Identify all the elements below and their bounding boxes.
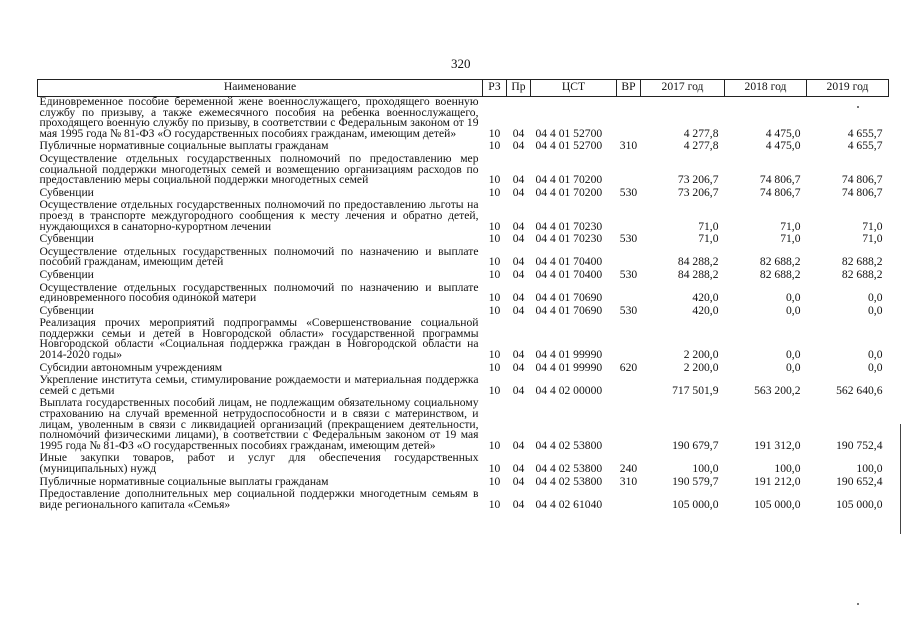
header-name: Наименование — [38, 80, 483, 97]
cell-cst: 04 4 02 53800 — [535, 462, 603, 475]
cell-rz: 10 — [488, 462, 501, 475]
page-number: 320 — [451, 56, 471, 71]
cell-y2019: 105 000,0 — [836, 497, 883, 511]
cell-pr: 04 — [512, 139, 525, 153]
budget-table — [37, 79, 889, 510]
cell-name: Выплата государственных пособий лицам, не подлежащим обязательному социальному страхованию на случай временной нетрудоспособности и в связи с материнством, и лицам, уволенным в связи с ликвидацией организаций (прекращением деятельности, полномочий физическими лицами), в соответствии с Федеральным законом от 19 мая 1995 года № 81-ФЗ «О государственных пособиях гражданам, имеющим детей» — [39, 396, 479, 452]
cell-vr: 310 — [619, 139, 638, 153]
cell-rz: 10 — [488, 348, 501, 362]
cell-y2017: 84 288,2 — [677, 255, 719, 269]
table-row — [38, 268, 889, 281]
cell-vr — [617, 373, 641, 396]
cell-y2017: 717 501,9 — [672, 383, 719, 397]
cell-y2017: 420,0 — [692, 303, 719, 317]
cell-cst: 04 4 02 00000 — [535, 383, 603, 397]
cell-cst: 04 4 01 70690 — [535, 303, 603, 317]
cell-vr: 240 — [619, 462, 638, 475]
cell-vr: 530 — [619, 232, 638, 246]
cell-y2019: 4 655,7 — [847, 126, 883, 140]
cell-y2018: 105 000,0 — [754, 497, 801, 511]
cell-y2019: 190 752,4 — [836, 438, 883, 452]
cell-pr: 04 — [512, 255, 525, 269]
cell-name: Предоставление дополнительных мер социальной поддержки многодетным семьям в виде регионального капитала «Семья» — [39, 487, 479, 511]
table-row — [38, 139, 889, 152]
table-header-row — [38, 80, 889, 97]
cell-y2019: 562 640,6 — [836, 383, 883, 397]
cell-y2018: 74 806,7 — [759, 173, 801, 187]
cell-y2017: 105 000,0 — [672, 497, 719, 511]
cell-pr: 04 — [512, 348, 525, 362]
cell-y2018: 4 475,0 — [765, 139, 801, 153]
cell-y2019: 82 688,2 — [841, 267, 883, 281]
table-row — [38, 373, 889, 396]
table-row — [38, 304, 889, 317]
cell-pr: 04 — [512, 126, 525, 140]
cell-name: Реализация прочих мероприятий подпрограммы «Совершенствование социальной поддержки семьи и детей в Новгородской области» государственной программы Новгородской области «Социальная поддержка граждан в Новгородской области на 2014-2020 годы» — [39, 316, 479, 362]
cell-y2017: 73 206,7 — [677, 185, 719, 199]
cell-cst: 04 4 01 70400 — [535, 267, 603, 281]
cell-rz: 10 — [488, 303, 501, 317]
cell-y2018: 0,0 — [786, 348, 801, 362]
cell-name: Укрепление института семьи, стимулирование рождаемости и материальная поддержка семей с детьми — [39, 373, 479, 397]
cell-y2017: 2 200,0 — [683, 360, 719, 374]
cell-y2019: 74 806,7 — [841, 185, 883, 199]
cell-cst: 04 4 02 53800 — [535, 474, 603, 488]
cell-rz: 10 — [488, 497, 501, 511]
cell-vr: 530 — [619, 185, 638, 199]
cell-rz: 10 — [488, 232, 501, 246]
cell-cst: 04 4 01 52700 — [535, 139, 603, 153]
cell-cst: 04 4 01 70200 — [535, 185, 603, 199]
cell-name: Осуществление отдельных государственных полномочий по назначению и выплате единовременного пособия одинокой матери — [39, 280, 479, 305]
table-row — [38, 245, 889, 268]
cell-y2017: 190 679,7 — [672, 438, 719, 452]
table-row — [38, 316, 889, 360]
cell-y2017: 4 277,8 — [683, 126, 719, 140]
cell-y2018: 191 212,0 — [754, 474, 801, 488]
cell-pr: 04 — [512, 232, 525, 246]
cell-name: Публичные нормативные социальные выплаты гражданам — [39, 474, 329, 488]
cell-pr: 04 — [512, 383, 525, 397]
cell-pr: 04 — [512, 173, 525, 187]
cell-name: Субсидии автономным учреждениям — [39, 360, 223, 374]
cell-y2017: 73 206,7 — [677, 173, 719, 187]
cell-pr: 04 — [512, 360, 525, 374]
cell-vr: 620 — [619, 360, 638, 374]
cell-y2019: 0,0 — [868, 348, 883, 362]
cell-y2017: 84 288,2 — [677, 267, 719, 281]
cell-pr: 04 — [512, 267, 525, 281]
cell-cst: 04 4 01 70230 — [535, 232, 603, 246]
cell-pr: 04 — [512, 185, 525, 199]
cell-name: Единовременное пособие беременной жене военнослужащего, проходящего военную службу по призыву, а также ежемесячного пособия на ребенка военнослужащего, проходящего военную службу по призыву, в соответствии с Федеральным законом от 19 мая 1995 года № 81-ФЗ «О государственных пособиях гражданам, имеющим детей» — [39, 95, 479, 140]
cell-rz: 10 — [488, 438, 501, 452]
table-row — [38, 451, 889, 474]
table-row — [38, 97, 889, 140]
cell-vr: 530 — [619, 267, 638, 281]
cell-name: Осуществление отдельных государственных полномочий по предоставлению мер социальной поддержки многодетных семей и возмещению организациям расходов по предоставлению меры социальной поддержки многодетных семей — [39, 151, 479, 187]
header-2019: 2019 год — [807, 80, 889, 97]
cell-vr — [617, 281, 641, 304]
cell-vr — [617, 487, 641, 510]
cell-y2017: 2 200,0 — [683, 348, 719, 362]
cell-rz: 10 — [488, 360, 501, 374]
cell-y2019: 4 655,7 — [847, 139, 883, 153]
cell-y2019: 0,0 — [868, 360, 883, 374]
cell-rz: 10 — [488, 219, 501, 233]
cell-y2018: 82 688,2 — [759, 255, 801, 269]
cell-pr: 04 — [512, 497, 525, 511]
cell-rz: 10 — [488, 185, 501, 199]
cell-pr: 04 — [512, 438, 525, 452]
header-pr: Пр — [507, 80, 531, 97]
cell-name: Субвенции — [39, 185, 94, 199]
cell-y2019: 82 688,2 — [841, 255, 883, 269]
table-row — [38, 396, 889, 451]
cell-y2019: 100,0 — [856, 462, 883, 475]
scan-speck — [857, 603, 859, 605]
cell-y2018: 0,0 — [786, 360, 801, 374]
cell-name: Иные закупки товаров, работ и услуг для обеспечения государственных (муниципальных) нужд — [39, 451, 479, 475]
cell-y2017: 190 579,7 — [672, 474, 719, 488]
cell-y2018: 563 200,2 — [754, 383, 801, 397]
cell-y2017: 100,0 — [692, 462, 719, 475]
cell-vr — [617, 396, 641, 451]
cell-vr — [617, 198, 641, 232]
cell-y2019: 0,0 — [868, 303, 883, 317]
header-vr: ВР — [617, 80, 641, 97]
cell-y2017: 420,0 — [692, 291, 719, 305]
cell-y2019: 190 652,4 — [836, 474, 883, 488]
cell-pr: 04 — [512, 291, 525, 305]
cell-cst: 04 4 02 53800 — [535, 438, 603, 452]
table-row — [38, 232, 889, 245]
header-2018: 2018 год — [725, 80, 807, 97]
cell-name: Субвенции — [39, 232, 94, 246]
cell-cst: 04 4 01 70400 — [535, 255, 603, 269]
cell-rz: 10 — [488, 291, 501, 305]
header-rz: РЗ — [483, 80, 507, 97]
cell-name: Осуществление отдельных государственных полномочий по предоставлению льготы на проезд в транспорте междугородного сообщения к месту лечения и обратно детей, нуждающихся в санаторно-курортном лечении — [39, 198, 479, 233]
cell-name: Субвенции — [39, 267, 94, 281]
cell-cst: 04 4 02 61040 — [535, 497, 603, 511]
cell-y2018: 82 688,2 — [759, 267, 801, 281]
cell-name: Публичные нормативные социальные выплаты гражданам — [39, 139, 329, 153]
table-row — [38, 186, 889, 199]
cell-rz: 10 — [488, 255, 501, 269]
cell-pr: 04 — [512, 303, 525, 317]
cell-vr — [617, 245, 641, 268]
cell-name: Осуществление отдельных государственных полномочий по назначению и выплате пособий гражданам, имеющим детей — [39, 244, 479, 269]
cell-vr — [617, 97, 641, 140]
table-row — [38, 198, 889, 232]
cell-cst: 04 4 01 70230 — [535, 219, 603, 233]
cell-rz: 10 — [488, 267, 501, 281]
cell-y2019: 0,0 — [868, 291, 883, 305]
cell-y2019: 71,0 — [862, 232, 883, 246]
cell-y2018: 74 806,7 — [759, 185, 801, 199]
cell-rz: 10 — [488, 126, 501, 140]
cell-vr — [617, 152, 641, 186]
cell-y2018: 71,0 — [780, 232, 801, 246]
cell-rz: 10 — [488, 173, 501, 187]
table-row — [38, 361, 889, 374]
cell-y2018: 0,0 — [786, 303, 801, 317]
cell-y2019: 74 806,7 — [841, 173, 883, 187]
cell-pr: 04 — [512, 219, 525, 233]
cell-rz: 10 — [488, 383, 501, 397]
table-row — [38, 281, 889, 304]
cell-cst: 04 4 01 99990 — [535, 348, 603, 362]
cell-vr: 530 — [619, 303, 638, 317]
cell-y2019: 71,0 — [862, 219, 883, 233]
cell-y2018: 0,0 — [786, 291, 801, 305]
scan-speck — [857, 106, 859, 108]
cell-vr: 310 — [619, 474, 638, 488]
cell-y2017: 71,0 — [698, 219, 719, 233]
cell-rz: 10 — [488, 474, 501, 488]
cell-y2017: 4 277,8 — [683, 139, 719, 153]
table-row — [38, 475, 889, 488]
cell-cst: 04 4 01 70690 — [535, 291, 603, 305]
cell-vr — [617, 316, 641, 360]
table-row — [38, 152, 889, 186]
cell-rz: 10 — [488, 139, 501, 153]
cell-y2018: 71,0 — [780, 219, 801, 233]
right-margin-rule — [900, 424, 901, 534]
cell-cst: 04 4 01 99990 — [535, 360, 603, 374]
cell-y2017: 71,0 — [698, 232, 719, 246]
cell-name: Субвенции — [39, 303, 94, 317]
cell-y2018: 191 312,0 — [754, 438, 801, 452]
cell-cst: 04 4 01 52700 — [535, 126, 603, 140]
cell-pr: 04 — [512, 474, 525, 488]
cell-y2018: 100,0 — [774, 462, 801, 475]
cell-cst: 04 4 01 70200 — [535, 173, 603, 187]
cell-pr: 04 — [512, 462, 525, 475]
header-2017: 2017 год — [641, 80, 725, 97]
header-cst: ЦСТ — [531, 80, 617, 97]
table-row — [38, 487, 889, 510]
cell-y2018: 4 475,0 — [765, 126, 801, 140]
